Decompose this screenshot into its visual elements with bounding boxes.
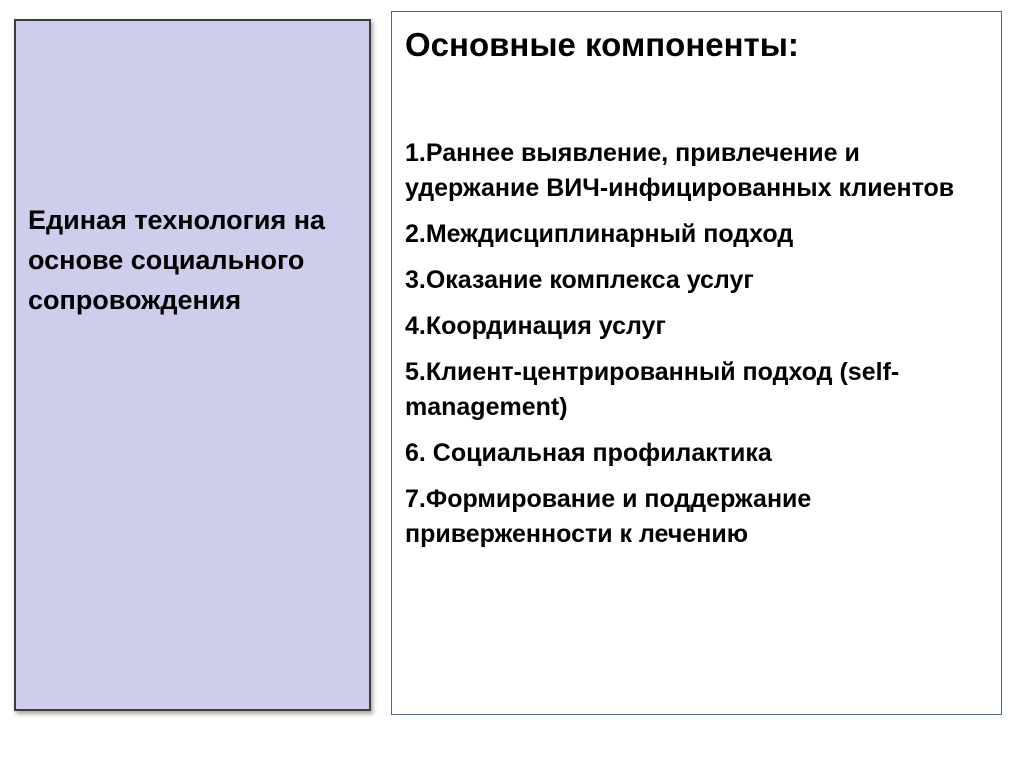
components-heading: Основные компоненты: xyxy=(405,26,799,63)
components-list xyxy=(405,136,990,563)
list-item: 1.Раннее выявление, привлечение и удержание ВИЧ-инфицированных клиентов xyxy=(405,139,955,202)
list-item: 2.Междисциплинарный подход xyxy=(405,220,794,248)
list-item: 4.Координация услуг xyxy=(405,312,666,340)
right-panel xyxy=(391,11,1002,715)
list-item: 5.Клиент-центрированный подход (self-management) xyxy=(405,358,900,421)
list-item: 3.Оказание комплекса услуг xyxy=(405,266,754,294)
list-item: 6. Социальная профилактика xyxy=(405,439,772,467)
list-item: 7.Формирование и поддержание приверженности к лечению xyxy=(405,485,812,548)
left-panel xyxy=(14,19,371,711)
left-panel-title: Единая технология на основе социального сопровождения xyxy=(28,205,326,315)
